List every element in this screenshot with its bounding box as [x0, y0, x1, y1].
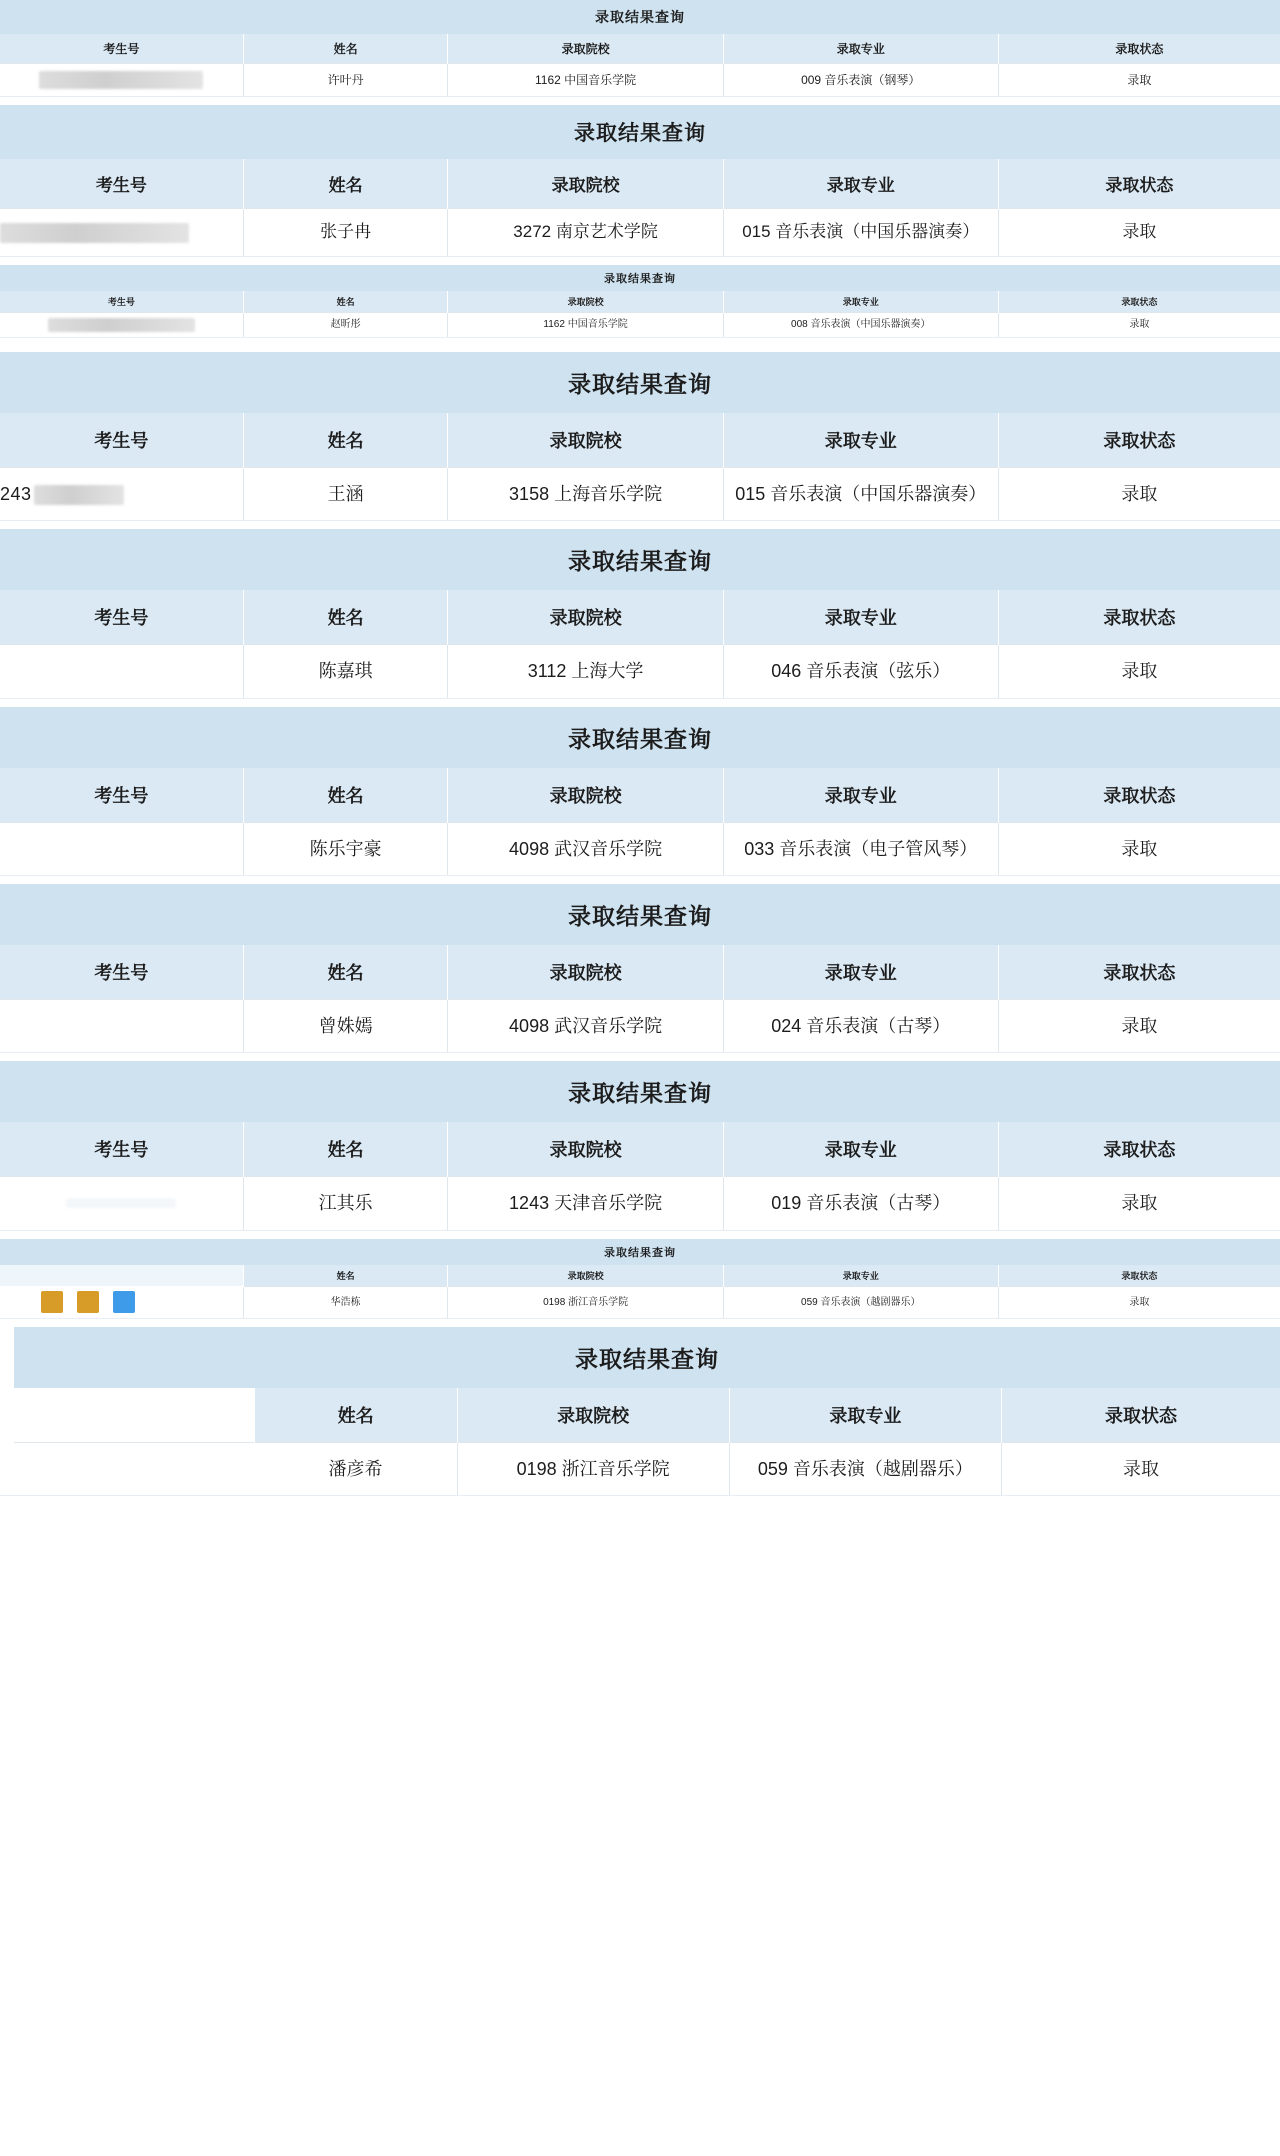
result-card — [0, 0, 1280, 97]
color-swatch-group — [3, 1291, 240, 1313]
cell-status: 录取 — [998, 999, 1280, 1052]
column-header-major: 录取专业 — [723, 590, 998, 645]
cell-candidate-no — [0, 645, 243, 698]
table-title-row — [0, 884, 1280, 945]
cell-school: 1162 中国音乐学院 — [448, 312, 723, 337]
cell-school: 3272 南京艺术学院 — [448, 209, 723, 256]
cell-name: 陈嘉琪 — [243, 645, 448, 698]
column-header-major: 录取专业 — [723, 1265, 998, 1287]
page-title: 录取结果查询 — [0, 529, 1280, 590]
cell-name: 赵昕彤 — [243, 312, 448, 337]
page-title: 录取结果查询 — [0, 352, 1280, 413]
table-title-row — [0, 352, 1280, 413]
table-header-row — [0, 34, 1280, 64]
card-separator — [0, 699, 1280, 707]
cell-status: 录取 — [998, 822, 1280, 875]
cell-status: 录取 — [998, 1177, 1280, 1230]
cell-status: 录取 — [998, 64, 1280, 97]
column-header-name: 姓名 — [243, 1122, 448, 1177]
table-title-row — [0, 105, 1280, 159]
result-card — [0, 884, 1280, 1053]
card-separator — [0, 1319, 1280, 1327]
table-title-row — [0, 1239, 1280, 1265]
column-header-name: 姓名 — [243, 590, 448, 645]
column-header-candidate-no — [0, 1265, 243, 1287]
table-header-row — [14, 1388, 1280, 1443]
cell-name: 华浩栋 — [243, 1286, 448, 1318]
result-table — [0, 1239, 1280, 1319]
column-header-candidate-no: 考生号 — [0, 590, 243, 645]
result-table — [0, 1061, 1280, 1229]
result-table — [0, 707, 1280, 875]
result-card — [0, 105, 1280, 257]
column-header-status: 录取状态 — [998, 590, 1280, 645]
swatch-orange-icon — [41, 1291, 63, 1313]
result-card — [0, 1239, 1280, 1320]
column-header-candidate-no: 考生号 — [0, 291, 243, 313]
page-title: 录取结果查询 — [0, 1239, 1280, 1265]
cell-status: 录取 — [998, 312, 1280, 337]
column-header-status: 录取状态 — [998, 768, 1280, 823]
column-header-major: 录取专业 — [723, 768, 998, 823]
cell-major: 019 音乐表演（古琴） — [723, 1177, 998, 1230]
result-card — [0, 265, 1280, 338]
column-header-status: 录取状态 — [998, 159, 1280, 209]
cell-school: 3112 上海大学 — [448, 645, 723, 698]
result-table — [0, 265, 1280, 337]
redaction-mark — [39, 71, 203, 89]
column-header-school: 录取院校 — [457, 1388, 729, 1443]
result-table — [0, 352, 1280, 520]
column-header-candidate-no — [14, 1388, 255, 1443]
result-table — [0, 884, 1280, 1052]
cell-candidate-no — [0, 999, 243, 1052]
table-title-row — [0, 707, 1280, 768]
column-header-name: 姓名 — [243, 768, 448, 823]
page-title: 录取结果查询 — [0, 707, 1280, 768]
table-header-row — [0, 413, 1280, 468]
card-separator — [0, 1231, 1280, 1239]
column-header-candidate-no: 考生号 — [0, 768, 243, 823]
card-separator — [0, 257, 1280, 265]
cell-status: 录取 — [998, 645, 1280, 698]
table-row — [0, 1286, 1280, 1318]
redaction-mark — [0, 223, 189, 243]
card-separator — [0, 1053, 1280, 1061]
cell-major: 059 音乐表演（越剧器乐） — [729, 1443, 1001, 1496]
table-header-row — [0, 945, 1280, 1000]
column-header-candidate-no: 考生号 — [0, 945, 243, 1000]
column-header-candidate-no: 考生号 — [0, 34, 243, 64]
column-header-status: 录取状态 — [1001, 1388, 1280, 1443]
column-header-candidate-no: 考生号 — [0, 413, 243, 468]
column-header-status: 录取状态 — [998, 1265, 1280, 1287]
redaction-mark — [34, 485, 124, 505]
column-header-status: 录取状态 — [998, 413, 1280, 468]
cell-major: 008 音乐表演（中国乐器演奏） — [723, 312, 998, 337]
column-header-status: 录取状态 — [998, 291, 1280, 313]
column-header-status: 录取状态 — [998, 945, 1280, 1000]
cell-status: 录取 — [998, 1286, 1280, 1318]
result-table — [0, 105, 1280, 256]
cell-major: 033 音乐表演（电子管风琴） — [723, 822, 998, 875]
table-row — [0, 999, 1280, 1052]
cell-name: 潘彦希 — [255, 1443, 458, 1496]
cell-major: 009 音乐表演（钢琴） — [723, 64, 998, 97]
table-title-row — [14, 1327, 1280, 1388]
table-title-row — [0, 265, 1280, 291]
table-header-row — [0, 291, 1280, 313]
cell-name: 曾姝嫣 — [243, 999, 448, 1052]
table-header-row — [0, 1122, 1280, 1177]
column-header-school: 录取院校 — [448, 159, 723, 209]
cell-candidate-no — [0, 209, 243, 256]
page-title: 录取结果查询 — [14, 1327, 1280, 1388]
page-title: 录取结果查询 — [0, 265, 1280, 291]
table-title-row — [0, 0, 1280, 34]
cell-name: 江其乐 — [243, 1177, 448, 1230]
cell-status: 录取 — [1001, 1443, 1280, 1496]
redaction-mark — [48, 318, 195, 332]
result-table — [14, 1327, 1280, 1495]
column-header-candidate-no: 考生号 — [0, 159, 243, 209]
cell-candidate-no — [0, 64, 243, 97]
table-header-row — [0, 1265, 1280, 1287]
cell-school: 1243 天津音乐学院 — [448, 1177, 723, 1230]
column-header-school: 录取院校 — [448, 945, 723, 1000]
cell-school: 0198 浙江音乐学院 — [457, 1443, 729, 1496]
column-header-name: 姓名 — [243, 413, 448, 468]
column-header-candidate-no: 考生号 — [0, 1122, 243, 1177]
cell-school: 0198 浙江音乐学院 — [448, 1286, 723, 1318]
result-card — [0, 352, 1280, 521]
table-header-row — [0, 768, 1280, 823]
cell-major: 015 音乐表演（中国乐器演奏） — [723, 209, 998, 256]
cell-candidate-no — [0, 312, 243, 337]
result-card — [0, 707, 1280, 876]
column-header-major: 录取专业 — [723, 159, 998, 209]
column-header-name: 姓名 — [243, 945, 448, 1000]
cell-candidate-no — [0, 468, 243, 521]
table-row — [0, 209, 1280, 256]
card-separator — [0, 876, 1280, 884]
candidate-no-partial: 243 — [0, 482, 126, 506]
card-separator — [0, 338, 1280, 352]
column-header-school: 录取院校 — [448, 413, 723, 468]
cell-status: 录取 — [998, 468, 1280, 521]
swatch-blue-icon — [113, 1291, 135, 1313]
card-separator — [0, 97, 1280, 105]
table-row — [0, 468, 1280, 521]
table-row — [14, 1443, 1280, 1496]
column-header-school: 录取院校 — [448, 291, 723, 313]
table-title-row — [0, 1061, 1280, 1122]
table-row — [0, 1177, 1280, 1230]
column-header-major: 录取专业 — [723, 291, 998, 313]
column-header-name: 姓名 — [255, 1388, 458, 1443]
swatch-orange-icon — [77, 1291, 99, 1313]
page-title: 录取结果查询 — [0, 1061, 1280, 1122]
table-row — [0, 645, 1280, 698]
page-title: 录取结果查询 — [0, 884, 1280, 945]
column-header-name: 姓名 — [243, 159, 448, 209]
cell-name: 张子冉 — [243, 209, 448, 256]
cell-major: 059 音乐表演（越剧器乐） — [723, 1286, 998, 1318]
column-header-school: 录取院校 — [448, 1122, 723, 1177]
result-card — [0, 1327, 1280, 1496]
cell-school: 3158 上海音乐学院 — [448, 468, 723, 521]
table-row — [0, 822, 1280, 875]
cell-school: 4098 武汉音乐学院 — [448, 999, 723, 1052]
result-table — [0, 529, 1280, 697]
column-header-major: 录取专业 — [723, 945, 998, 1000]
column-header-school: 录取院校 — [448, 768, 723, 823]
result-card — [0, 529, 1280, 698]
cell-candidate-no — [0, 1177, 243, 1230]
column-header-status: 录取状态 — [998, 34, 1280, 64]
column-header-major: 录取专业 — [729, 1388, 1001, 1443]
table-row — [0, 312, 1280, 337]
card-separator — [0, 521, 1280, 529]
cell-major: 046 音乐表演（弦乐） — [723, 645, 998, 698]
column-header-major: 录取专业 — [723, 34, 998, 64]
table-header-row — [0, 590, 1280, 645]
cell-name: 王涵 — [243, 468, 448, 521]
cell-name: 陈乐宇豪 — [243, 822, 448, 875]
column-header-name: 姓名 — [243, 1265, 448, 1287]
page-title: 录取结果查询 — [0, 105, 1280, 159]
cell-name: 许叶丹 — [243, 64, 448, 97]
column-header-name: 姓名 — [243, 291, 448, 313]
cell-school: 4098 武汉音乐学院 — [448, 822, 723, 875]
table-row — [0, 64, 1280, 97]
cell-candidate-no — [14, 1443, 255, 1496]
column-header-school: 录取院校 — [448, 1265, 723, 1287]
column-header-major: 录取专业 — [723, 1122, 998, 1177]
cell-candidate-no — [0, 822, 243, 875]
cell-school: 1162 中国音乐学院 — [448, 64, 723, 97]
column-header-status: 录取状态 — [998, 1122, 1280, 1177]
column-header-school: 录取院校 — [448, 34, 723, 64]
column-header-major: 录取专业 — [723, 413, 998, 468]
table-header-row — [0, 159, 1280, 209]
column-header-name: 姓名 — [243, 34, 448, 64]
column-header-school: 录取院校 — [448, 590, 723, 645]
cell-candidate-no — [0, 1286, 243, 1318]
result-table — [0, 0, 1280, 96]
cell-major: 024 音乐表演（古琴） — [723, 999, 998, 1052]
redaction-mark — [66, 1198, 176, 1208]
result-card — [0, 1061, 1280, 1230]
table-title-row — [0, 529, 1280, 590]
cell-status: 录取 — [998, 209, 1280, 256]
cell-major: 015 音乐表演（中国乐器演奏） — [723, 468, 998, 521]
page-title: 录取结果查询 — [0, 0, 1280, 34]
